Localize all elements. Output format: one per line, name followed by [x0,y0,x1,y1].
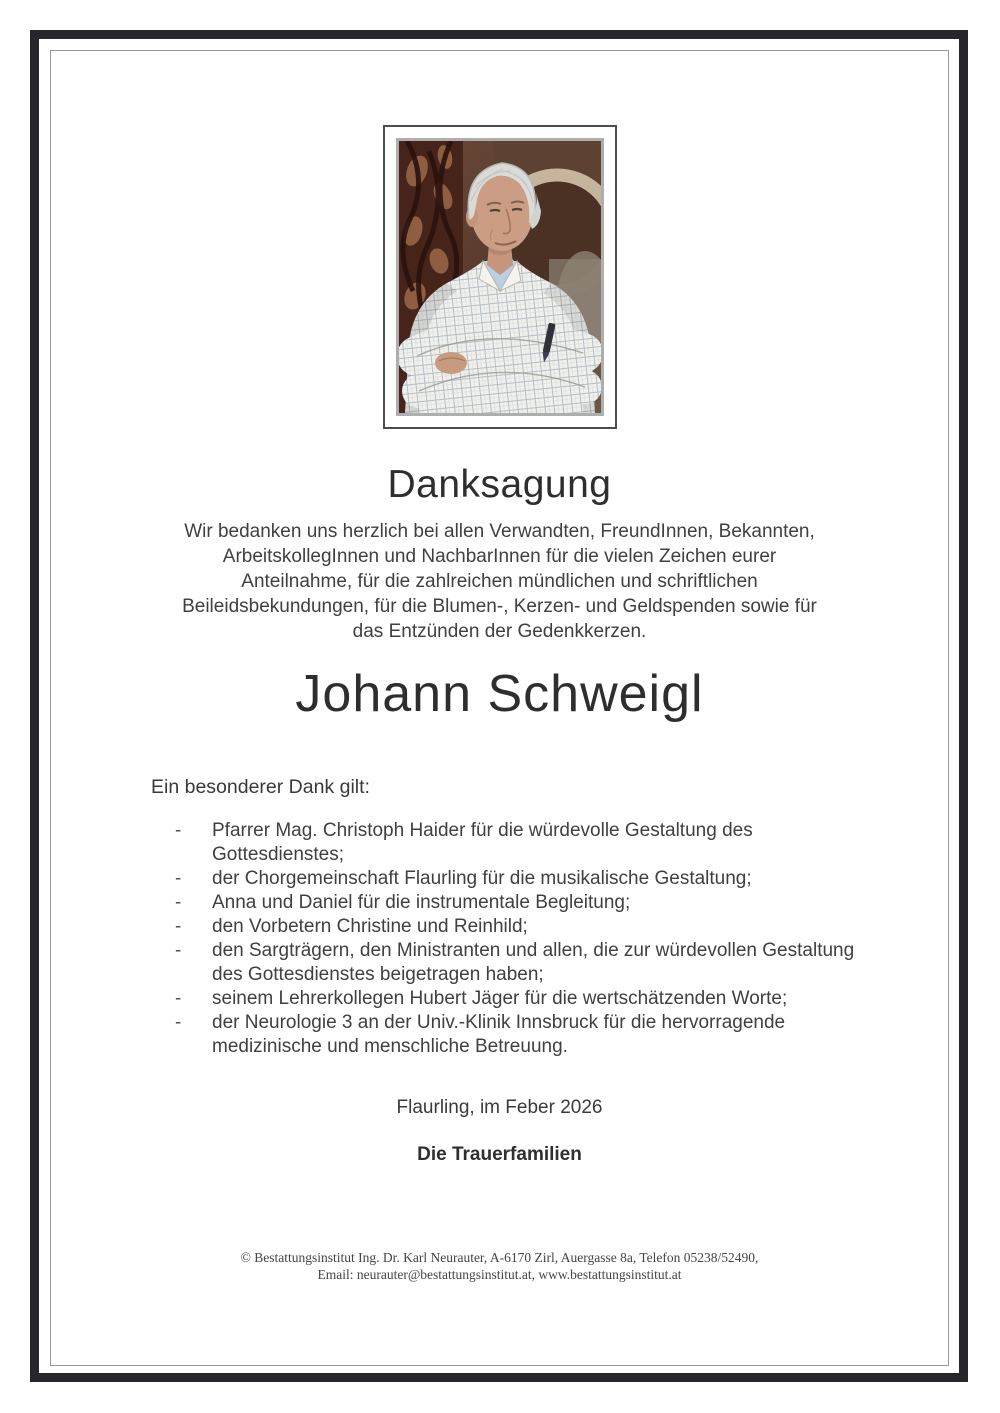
dash-bullet: - [175,916,182,937]
thanks-list-item [175,915,888,939]
thanks-list-item [175,939,888,987]
thanks-list-item [175,867,888,891]
thanks-list-item [175,987,888,1011]
thanks-item-text: der Chorgemeinschaft Flaurling für die musikalische Gestaltung; [212,868,752,889]
card-content [51,51,948,1365]
photo-frame [383,125,617,429]
dash-bullet: - [175,820,182,841]
dash-bullet: - [175,868,182,889]
thanks-item-text: der Neurologie 3 an der Univ.-Klinik Innsbruck für die hervorragende medizinische und menschliche Betreuung. [212,1012,786,1057]
dash-bullet: - [175,988,182,1009]
footer-line-2: Email: neurauter@bestattungsinstitut.at, www.bestattungsinstitut.at [317,1267,682,1282]
card-title: Danksagung [387,463,612,506]
thanks-item-text: Anna und Daniel für die instrumentale Begleitung; [212,892,631,913]
portrait-photo [396,138,604,416]
thanks-list-item [175,891,888,915]
thanks-list-item [175,819,888,867]
dash-bullet: - [175,940,182,961]
thanks-heading: Ein besonderer Dank gilt: [151,776,370,798]
thanks-item-text: seinem Lehrerkollegen Hubert Jäger für die wertschätzenden Worte; [212,988,788,1009]
intro-paragraph: Wir bedanken uns herzlich bei allen Verwandten, FreundInnen, Bekannten, ArbeitskollegInnen und NachbarInnen für die vielen Zeichen eurer Anteilnahme, für die zahlreichen mündlichen und schriftlichen Beileidsbekundungen, für die Blumen-, Kerzen- und Geldspenden sowie für das Entzünden der Gedenkkerzen. [182,521,817,642]
place-date: Flaurling, im Feber 2026 [396,1097,603,1118]
footer-line-1: © Bestattungsinstitut Ing. Dr. Karl Neurauter, A-6170 Zirl, Auergasse 8a, Telefon 05238/52490, [240,1250,759,1265]
thanks-item-text: Pfarrer Mag. Christoph Haider für die würdevolle Gestaltung des Gottesdienstes; [212,820,753,865]
thanks-list [51,819,948,1059]
signature: Die Trauerfamilien [417,1144,582,1165]
thanks-item-text: den Vorbetern Christine und Reinhild; [212,916,528,937]
deceased-name: Johann Schweigl [295,665,704,723]
thanks-item-text: den Sargträgern, den Ministranten und allen, die zur würdevollen Gestaltung des Gottesdienstes beigetragen haben; [212,940,855,985]
dash-bullet: - [175,1012,182,1033]
footer [51,1249,948,1283]
thanks-list-item [175,1011,888,1059]
dash-bullet: - [175,892,182,913]
